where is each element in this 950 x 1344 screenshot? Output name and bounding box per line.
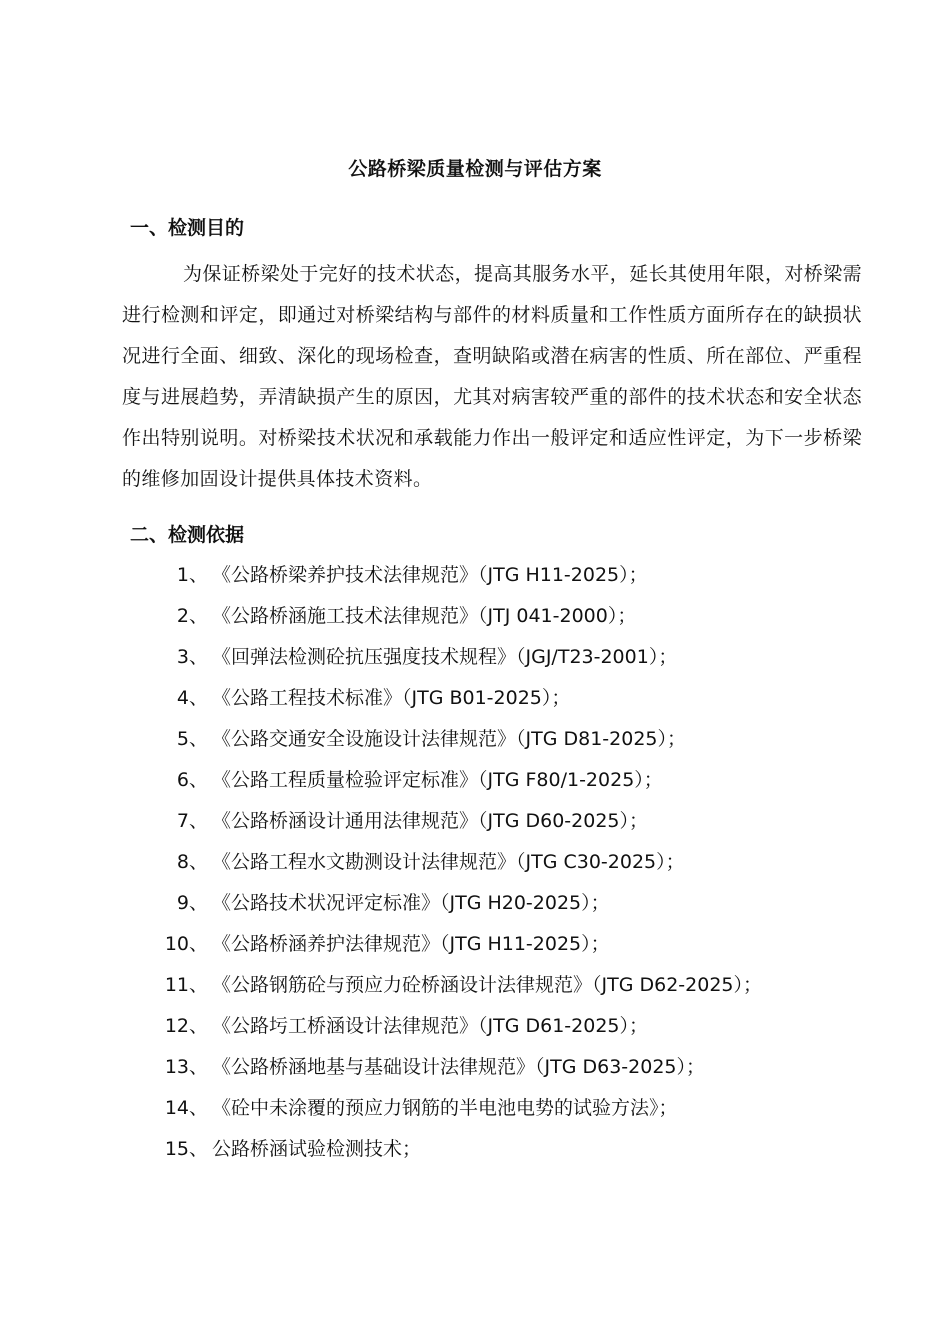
list-item-text: 公路桥涵试验检测技术； xyxy=(212,1138,422,1160)
list-item-number: 9、 xyxy=(176,892,208,914)
list-item-number: 11、 xyxy=(164,974,208,996)
list-item-text: 《砼中未涂覆的预应力钢筋的半电池电势的试验方法》； xyxy=(212,1097,678,1119)
list-item xyxy=(0,970,950,1011)
list-item xyxy=(0,683,950,724)
list-item-text: 《公路桥涵设计通用法律规范》（JTG D60-2025）； xyxy=(212,810,648,832)
list-item xyxy=(0,1134,950,1175)
list-item xyxy=(0,847,950,888)
list-item xyxy=(0,1011,950,1052)
list-item-number: 6、 xyxy=(176,769,208,791)
list-item-number: 2、 xyxy=(176,605,208,627)
list-item-text: 《公路圬工桥涵设计法律规范》（JTG D61-2025）； xyxy=(212,1015,648,1037)
list-item xyxy=(0,642,950,683)
list-item-text: 《回弹法检测砼抗压强度技术规程》（JGJ/T23-2001）； xyxy=(212,646,678,668)
list-item xyxy=(0,765,950,806)
list-item-number: 14、 xyxy=(164,1097,208,1119)
list-item xyxy=(0,888,950,929)
list-item xyxy=(0,601,950,642)
list-item-number: 1、 xyxy=(176,564,208,586)
list-item-text: 《公路工程技术标准》（JTG B01-2025）； xyxy=(212,687,571,709)
list-item-number: 13、 xyxy=(164,1056,208,1078)
list-item xyxy=(0,724,950,765)
list-item-number: 5、 xyxy=(176,728,208,750)
list-item xyxy=(0,1093,950,1134)
list-item-text: 《公路桥涵养护法律规范》（JTG H11-2025）； xyxy=(212,933,610,955)
purpose-paragraph: 为保证桥梁处于完好的技术状态，提高其服务水平，延长其使用年限，对桥梁需进行检测和评定，即通过对桥梁结构与部件的材料质量和工作性质方面所存在的缺损状况进行全面、细致、深化的现场检查，查明缺陷或潜在病害的性质、所在部位、严重程度与进展趋势，弄清缺损产生的原因，尤其对病害较严重的部件的技术状态和安全状态作出特别说明。对桥梁技术状况和承载能力作出一般评定和适应性评定，为下一步桥梁的维修加固设计提供具体技术资料。 xyxy=(122,263,863,490)
list-item xyxy=(0,806,950,847)
list-item-number: 10、 xyxy=(164,933,208,955)
list-item-text: 《公路交通安全设施设计法律规范》（JTG D81-2025）； xyxy=(212,728,686,750)
section-heading-purpose: 一、检测目的 xyxy=(130,217,245,239)
list-item-number: 15、 xyxy=(164,1138,208,1160)
list-item-text: 《公路桥梁养护技术法律规范》（JTG H11-2025）； xyxy=(212,564,648,586)
list-item-text: 《公路桥涵地基与基础设计法律规范》（JTG D63-2025）； xyxy=(212,1056,705,1078)
reference-list xyxy=(0,560,950,1175)
list-item xyxy=(0,560,950,601)
list-item-text: 《公路工程质量检验评定标准》（JTG F80/1-2025）； xyxy=(212,769,663,791)
list-item-number: 8、 xyxy=(176,851,208,873)
list-item-text: 《公路技术状况评定标准》（JTG H20-2025）； xyxy=(212,892,610,914)
list-item xyxy=(0,929,950,970)
list-item-number: 3、 xyxy=(176,646,208,668)
list-item-number: 4、 xyxy=(176,687,208,709)
list-item-text: 《公路工程水文勘测设计法律规范》（JTG C30-2025）； xyxy=(212,851,685,873)
list-item-text: 《公路桥涵施工技术法律规范》（JTJ 041-2000）； xyxy=(212,605,637,627)
section-heading-basis: 二、检测依据 xyxy=(130,524,245,546)
list-item-number: 7、 xyxy=(176,810,208,832)
list-item-text: 《公路钢筋砼与预应力砼桥涵设计法律规范》（JTG D62-2025）； xyxy=(212,974,762,996)
list-item xyxy=(0,1052,950,1093)
list-item-number: 12、 xyxy=(164,1015,208,1037)
document-title: 公路桥梁质量检测与评估方案 xyxy=(348,158,602,180)
